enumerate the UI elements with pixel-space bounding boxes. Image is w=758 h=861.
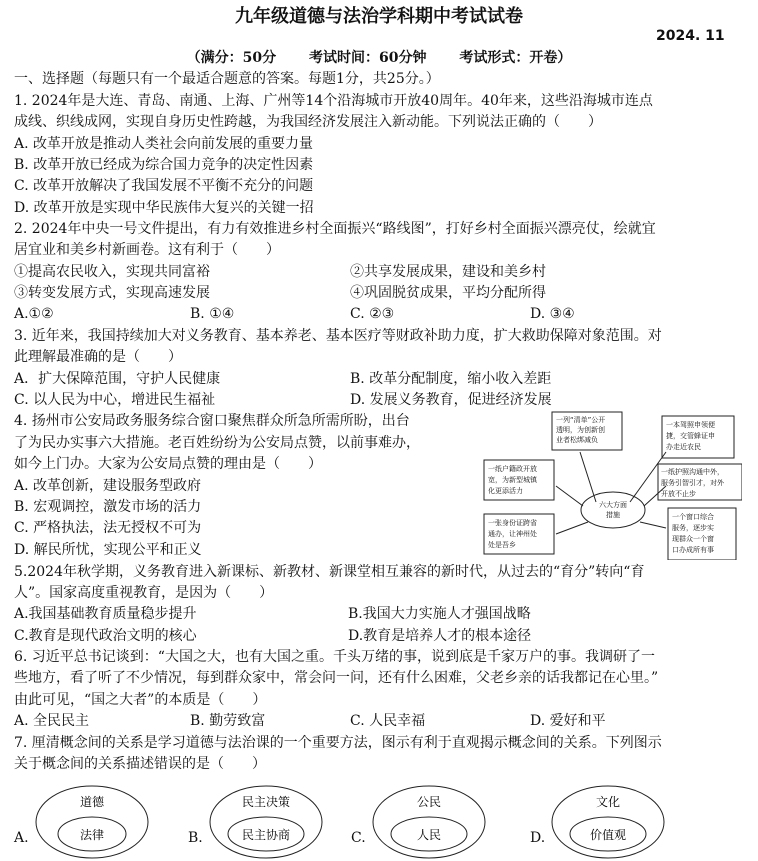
- q1-option-d: D. 改革开放是实现中华民族伟大复兴的关键一招: [14, 200, 314, 216]
- q2-item-3: ③转变发展方式，实现高速发展: [14, 285, 210, 301]
- exam-form: 考试形式：开卷）: [459, 50, 572, 66]
- q4-box-top-line: 一列“清单”公开: [556, 416, 606, 424]
- q1-option-a: A. 改革开放是推动人类社会向前发展的重要力量: [14, 136, 314, 152]
- q1-option-c: C. 改革开放解决了我国发展不平衡不充分的问题: [14, 178, 314, 194]
- q5-option-b: B.我国大力实施人才强国战略: [348, 606, 531, 622]
- q7-stem-1: 7. 厘清概念间的关系是学习道德与法治课的一个重要方法，图示有利于直观揭示概念间的关系。下列图示: [14, 735, 662, 751]
- q3-option-b: B. 改革分配制度，缩小收入差距: [350, 371, 552, 387]
- q7-b-inner-label: 民主协商: [241, 828, 291, 842]
- q7-option-a-diagram: [34, 784, 150, 860]
- q4-measures-diagram: [480, 410, 742, 560]
- q1-stem-1: 1. 2024年是大连、青岛、南通、上海、广州等14个沿海城市开放40周年。40年来，这些沿海城市连点: [14, 93, 653, 109]
- q7-option-a-letter: A.: [14, 830, 29, 846]
- q7-b-outer-label: 民主决策: [241, 795, 291, 809]
- q4-box-top-line: 透明，为创新创: [556, 426, 605, 434]
- q2-option-c: C. ②③: [350, 306, 395, 322]
- q4-box-top-line: 业者松绑减负: [556, 436, 598, 444]
- exam-time: 考试时间：60分钟: [309, 50, 427, 66]
- q4-box-right-line: 开放不止步: [661, 490, 696, 498]
- q6-stem-1: 6. 习近平总书记谈到：“大国之大，也有大国之重。千头万绪的事，说到底是千家万户的事。我调研了一: [14, 649, 655, 665]
- q4-box-right-line: 服务引智引才，对外: [661, 479, 724, 487]
- q5-option-d: D.教育是培养人才的根本途径: [348, 628, 532, 644]
- q4-box-br-line: 一个窗口综合: [672, 513, 714, 521]
- q2-option-d: D. ③④: [530, 306, 575, 322]
- q4-box-bl-line: 处是吾乡: [488, 541, 516, 549]
- q6-stem-2: 些地方，看了听了不少情况，每到群众家中，常会问一问，还有什么困难，父老乡亲的话我都记在心里。”: [14, 670, 659, 686]
- q6-option-b: B. 勤劳致富: [190, 713, 266, 729]
- q7-a-outer-label: 道德: [79, 795, 105, 809]
- q5-stem-1: 5.2024年秋学期，义务教育进入新课标、新教材、新课堂相互兼容的新时代，从过去的“育分”转向“育: [14, 564, 645, 580]
- q4-box-br-line: 现群众一个窗: [672, 535, 714, 543]
- q2-item-2: ②共享发展成果，建设和美乡村: [350, 264, 546, 280]
- q2-item-4: ④巩固脱贫成果，平均分配所得: [350, 285, 546, 301]
- q6-option-d: D. 爱好和平: [530, 713, 606, 729]
- q4-stem-2: 了为民办实事六大措施。老百姓纷纷为公安局点赞，以前事难办，: [14, 435, 420, 451]
- exam-date: 2024. 11: [656, 28, 725, 44]
- q4-box-tr-line: 一本驾照申领便: [666, 421, 715, 429]
- q4-box-br-line: 口办成所有事: [672, 546, 714, 554]
- q4-box-bl-line: 通办，让神州处: [488, 530, 537, 538]
- q7-stem-2: 关于概念间的关系描述错误的是（ ）: [14, 756, 266, 772]
- q6-option-a: A. 全民民主: [14, 713, 90, 729]
- q7-option-b-letter: B.: [188, 830, 203, 846]
- q7-option-d-letter: D.: [530, 830, 546, 846]
- section-heading: 一、选择题（每题只有一个最适合题意的答案。每题1分，共25分。）: [14, 71, 440, 87]
- q2-option-a: A.①②: [14, 306, 54, 322]
- q2-stem-2: 居宜业和美乡村新画卷。这有利于（ ）: [14, 242, 280, 258]
- q4-box-right-line: 一纸护照沟通中外，: [661, 468, 724, 476]
- q4-box-left-line: 化更添活力: [488, 487, 523, 495]
- q4-box-left-line: 一纸户籍政开放: [488, 465, 537, 473]
- q4-option-c: C. 严格执法，法无授权不可为: [14, 520, 202, 536]
- full-score: （满分：50分: [186, 50, 277, 66]
- q7-c-inner-label: 人民: [416, 828, 442, 842]
- q4-box-tr-line: 捷，交管蜂证申: [666, 432, 715, 440]
- q4-stem-1: 4. 扬州市公安局政务服务综合窗口聚焦群众所急所需所盼，出台: [14, 413, 410, 429]
- q3-stem-1: 3. 近年来，我国持续加大对义务教育、基本养老、基本医疗等财政补助力度，扩大救助保障对象范围。对: [14, 328, 662, 344]
- q4-center-line-2: 措施: [606, 511, 620, 519]
- q1-stem-2: 成线、织线成网，实现自身历史性跨越，为我国经济发展注入新动能。下列说法正确的（ ）: [14, 114, 602, 130]
- q4-box-left-line: 宽，为新型城镇: [488, 476, 537, 484]
- q6-option-c: C. 人民幸福: [350, 713, 426, 729]
- q7-option-d-diagram: [550, 784, 666, 860]
- q3-option-c: C. 以人民为中心，增进民生福祉: [14, 392, 216, 408]
- q7-d-outer-label: 文化: [595, 795, 621, 809]
- exam-meta: [0, 47, 758, 67]
- q4-diagram-center: [581, 492, 645, 528]
- q4-option-d: D. 解民所忧，实现公平和正义: [14, 542, 202, 558]
- q3-option-a: A．扩大保障范围，守护人民健康: [14, 371, 221, 387]
- q7-option-c-letter: C.: [351, 830, 366, 846]
- q7-option-c-diagram: [371, 784, 487, 860]
- q4-box-tr-line: 办走近农民: [666, 443, 701, 451]
- q4-box-bl-line: 一张身份证跨省: [488, 519, 537, 527]
- q6-stem-3: 由此可见，“国之大者”的本质是（ ）: [14, 692, 267, 708]
- q7-a-inner-label: 法律: [79, 828, 105, 842]
- q2-stem-1: 2. 2024年中央一号文件提出，有力有效推进乡村全面振兴“路线图”，打好乡村全面振兴漂亮仗，绘就宜: [14, 221, 656, 237]
- q4-center-line-1: 六大方面: [599, 501, 627, 509]
- q7-d-inner-label: 价值观: [589, 828, 627, 842]
- q2-option-b: B. ①④: [190, 306, 235, 322]
- q3-option-d: D. 发展义务教育，促进经济发展: [350, 392, 552, 408]
- q5-option-a: A.我国基础教育质量稳步提升: [14, 606, 197, 622]
- q5-option-c: C.教育是现代政治文明的核心: [14, 628, 197, 644]
- q4-box-br-line: 服务，逐步实: [672, 524, 714, 532]
- q5-stem-2: 人”。国家高度重视教育，是因为（ ）: [14, 585, 274, 601]
- q7-c-outer-label: 公民: [416, 795, 442, 809]
- q7-option-b-diagram: [208, 784, 324, 860]
- q4-option-a: A. 改革创新，建设服务型政府: [14, 478, 202, 494]
- q2-item-1: ①提高农民收入，实现共同富裕: [14, 264, 210, 280]
- page-title: 九年级道德与法治学科期中考试试卷: [235, 6, 523, 27]
- q3-stem-2: 此理解最准确的是（ ）: [14, 349, 182, 365]
- q4-option-b: B. 宏观调控，激发市场的活力: [14, 499, 202, 515]
- q1-option-b: B. 改革开放已经成为综合国力竞争的决定性因素: [14, 157, 314, 173]
- q4-stem-3: 如今上门办。大家为公安局点赞的理由是（ ）: [14, 456, 322, 472]
